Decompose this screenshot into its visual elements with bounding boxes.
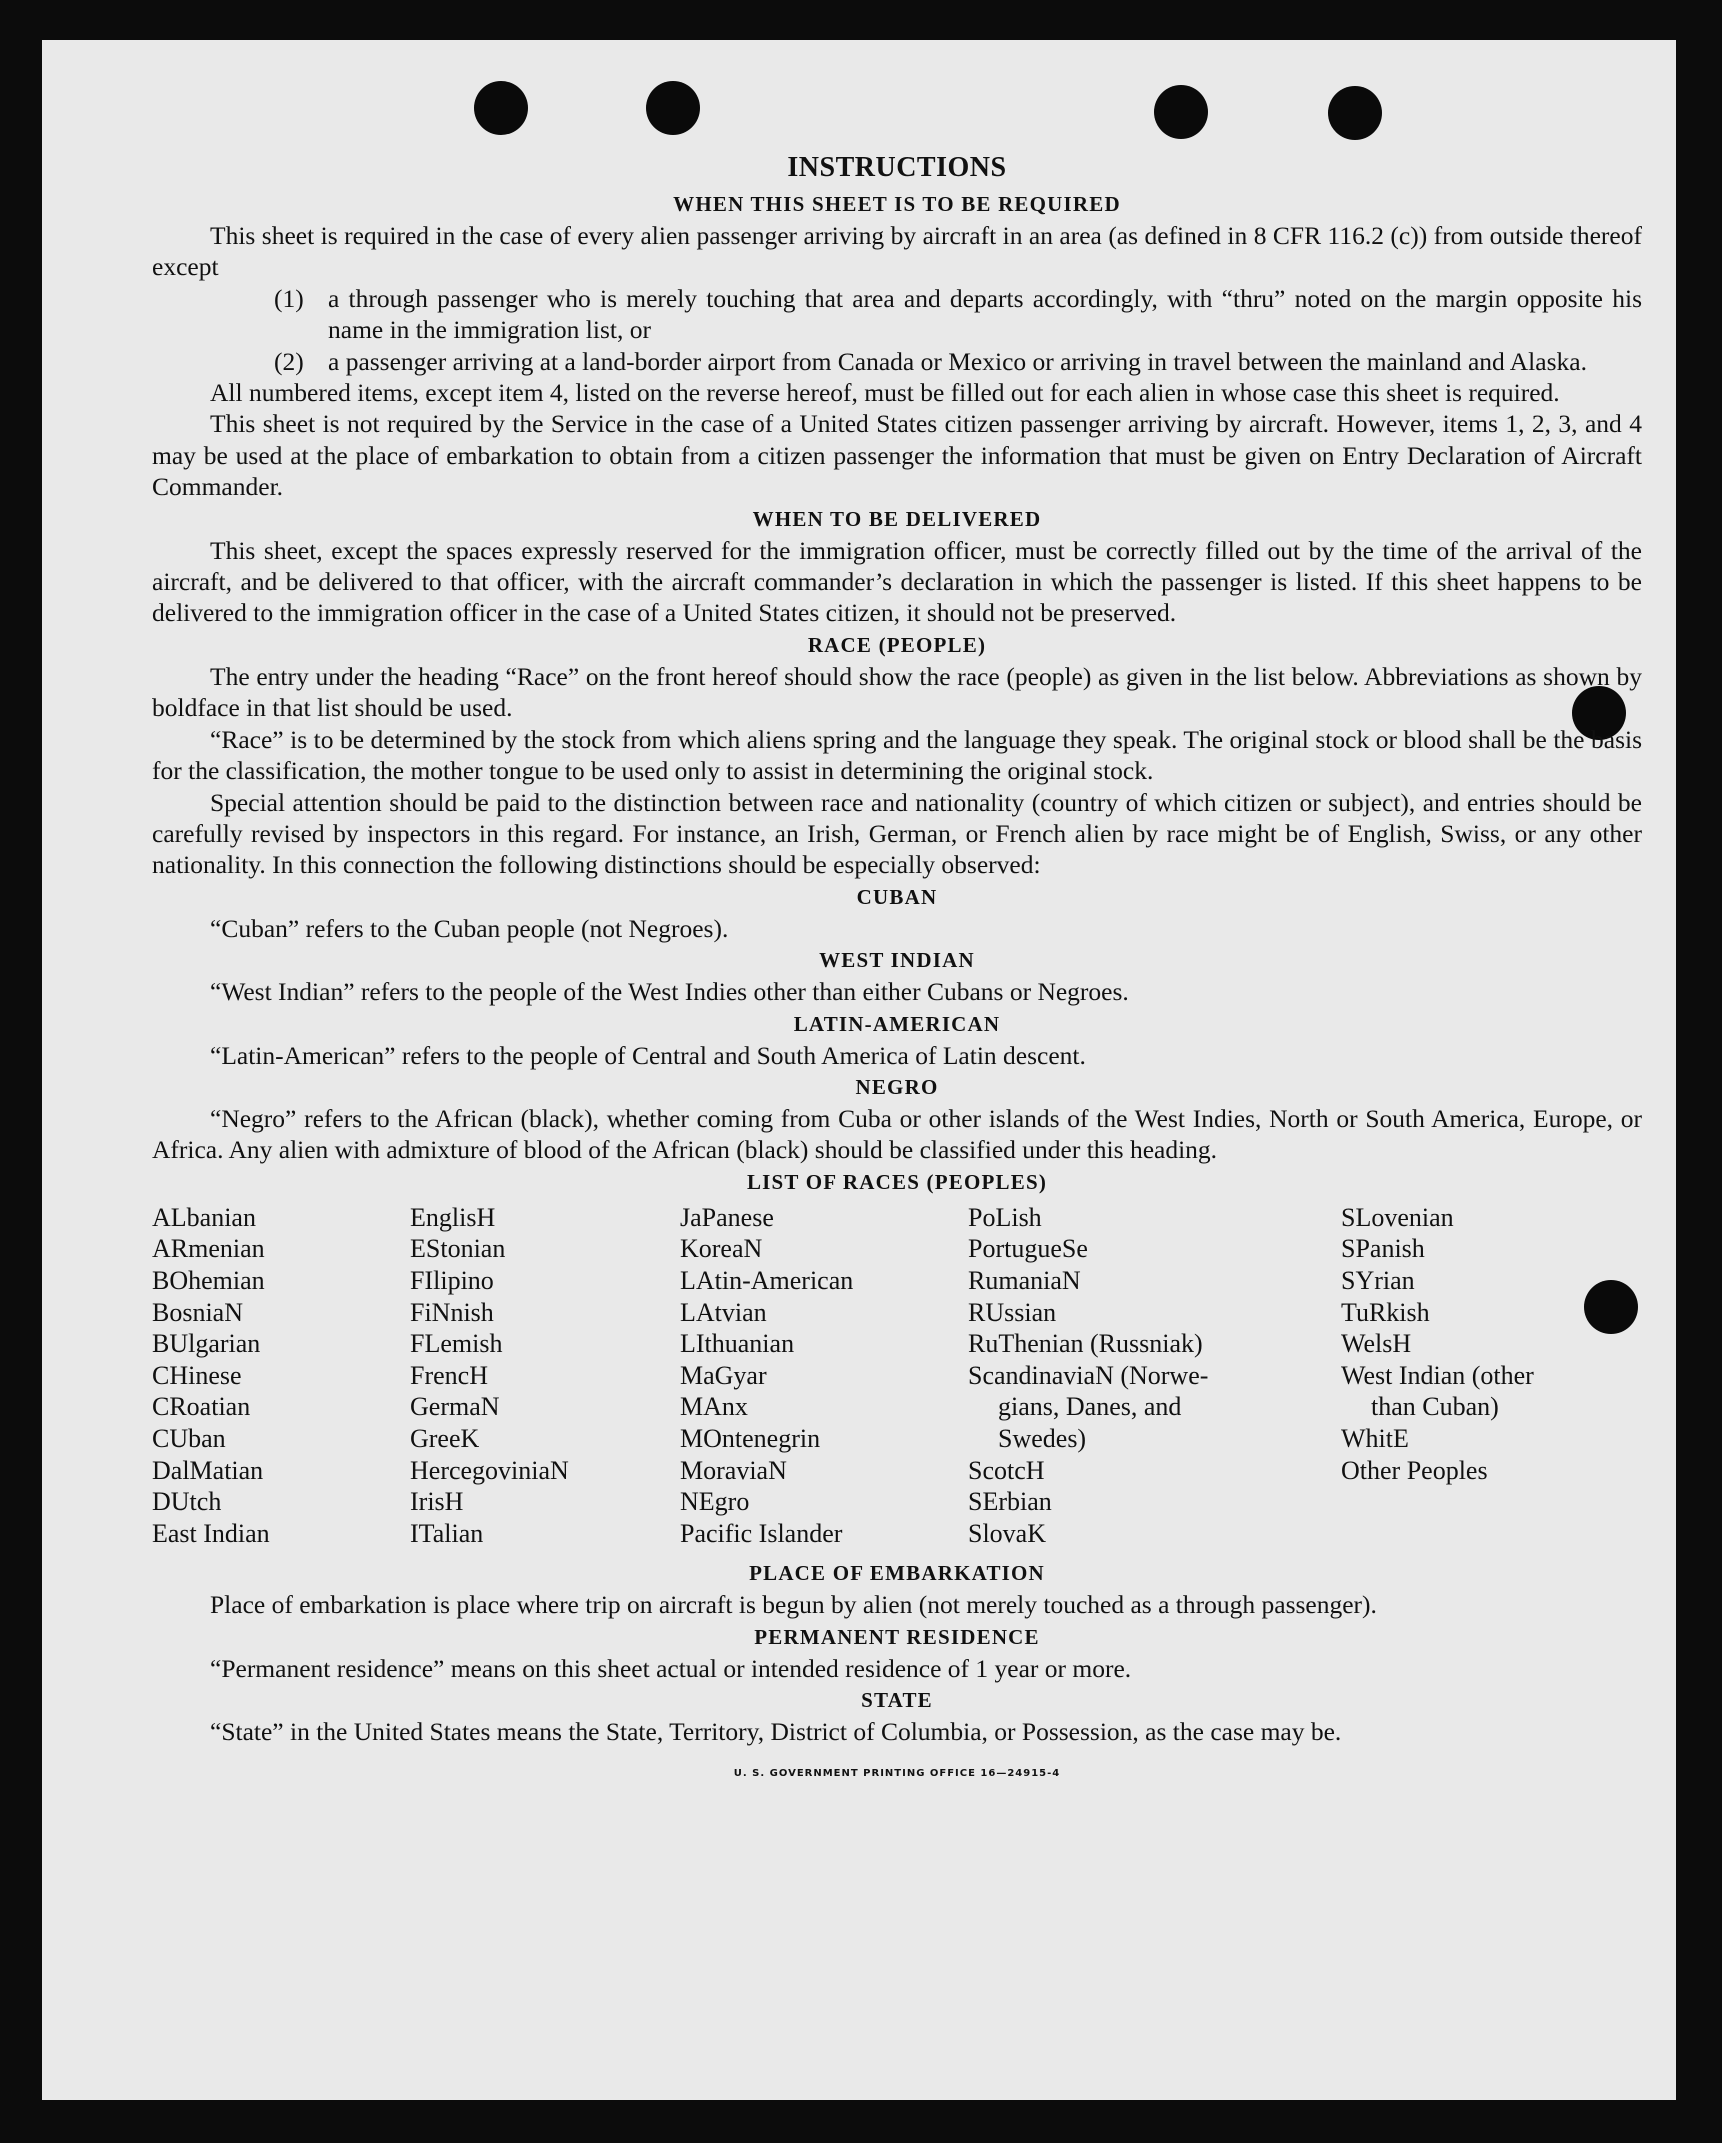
race-entry: EStonian xyxy=(410,1234,506,1264)
item-text: a through passenger who is merely touching that area and departs accordingly, with “thru” noted on the margin opposite his name in the immigration list, or xyxy=(328,283,1642,345)
item-text: a passenger arriving at a land-border airport from Canada or Mexico or arriving in travel between the mainland and Alaska. xyxy=(328,346,1587,376)
punch-hole xyxy=(646,81,700,135)
list-item xyxy=(274,283,1642,346)
instructions-content xyxy=(152,148,1642,1789)
punch-hole xyxy=(474,81,528,135)
paragraph: “Cuban” refers to the Cuban people (not Negroes). xyxy=(210,913,729,943)
race-entry: BUlgarian xyxy=(152,1329,261,1359)
section-heading: CUBAN xyxy=(856,884,938,909)
race-entry: NEgro xyxy=(680,1487,750,1517)
race-entry: FiNnish xyxy=(410,1297,494,1327)
paragraph: “Race” is to be determined by the stock from which aliens spring and the language they speak. The original stock or blood shall be the basis for the classification, the mother tongue to be used only to assist in determining the original stock. xyxy=(152,724,1642,786)
race-entry: ALbanian xyxy=(152,1202,256,1232)
race-entry: MOntenegrin xyxy=(680,1423,821,1453)
paragraph: Place of embarkation is place where trip on aircraft is begun by alien (not merely touched as a through passenger). xyxy=(210,1590,1377,1620)
race-entry: EnglisH xyxy=(410,1202,496,1232)
race-entry: PortugueSe xyxy=(968,1234,1088,1264)
race-entry: TuRkish xyxy=(1341,1297,1430,1327)
race-entry: CRoatian xyxy=(152,1392,251,1422)
race-entry: RuThenian (Russniak) xyxy=(968,1329,1203,1359)
list-item xyxy=(274,346,1642,377)
race-entry: CUban xyxy=(152,1423,226,1453)
section-heading: STATE xyxy=(861,1688,933,1713)
race-entry: gians, Danes, and xyxy=(998,1392,1182,1422)
race-entry: CHinese xyxy=(152,1360,242,1390)
race-entry: ScotcH xyxy=(968,1455,1045,1485)
race-entry: ARmenian xyxy=(152,1234,265,1264)
race-column xyxy=(152,1202,410,1550)
printer-imprint: U. S. GOVERNMENT PRINTING OFFICE 16—24915-4 xyxy=(733,1767,1061,1779)
race-entry: RUssian xyxy=(968,1297,1057,1327)
race-entry: IrisH xyxy=(410,1487,464,1517)
paragraph: “Latin-American” refers to the people of Central and South America of Latin descent. xyxy=(210,1040,1086,1070)
race-column xyxy=(1341,1202,1601,1550)
section-heading: RACE (PEOPLE) xyxy=(807,632,987,657)
race-entry: FrencH xyxy=(410,1360,488,1390)
section-heading: NEGRO xyxy=(855,1074,939,1099)
race-entry: SLovenian xyxy=(1341,1202,1454,1232)
race-entry: KoreaN xyxy=(680,1234,763,1264)
race-entry: SErbian xyxy=(968,1487,1052,1517)
race-entry: FLemish xyxy=(410,1329,503,1359)
item-number: (2) xyxy=(274,346,304,376)
race-entry: LIthuanian xyxy=(680,1329,795,1359)
race-entry: HercegoviniaN xyxy=(410,1455,569,1485)
punch-hole xyxy=(1154,85,1208,139)
race-entry: ScandinaviaN (Norwe- xyxy=(968,1360,1209,1390)
paragraph: Special attention should be paid to the distinction between race and nationality (country of which citizen or subject), and entries should be carefully revised by inspectors in this regard. For instance, an Irish, German, or French alien by race might be of English, Swiss, or any other nationality. In this connection the following distinctions should be especially observed: xyxy=(152,787,1642,880)
paragraph: All numbered items, except item 4, listed on the reverse hereof, must be filled out for each alien in whose case this sheet is required. xyxy=(210,378,1560,408)
page-title: INSTRUCTIONS xyxy=(787,152,1007,183)
race-entry: MaGyar xyxy=(680,1360,767,1390)
race-entry: WelsH xyxy=(1341,1329,1412,1359)
race-entry: Other Peoples xyxy=(1341,1455,1488,1485)
race-column xyxy=(680,1202,968,1550)
race-entry: LAtin-American xyxy=(680,1265,854,1295)
punch-hole xyxy=(1328,86,1382,140)
race-column xyxy=(968,1202,1341,1550)
paragraph: “Permanent residence” means on this sheet actual or intended residence of 1 year or more. xyxy=(210,1653,1132,1683)
race-entry: SlovaK xyxy=(968,1518,1046,1548)
race-entry: FIlipino xyxy=(410,1265,494,1295)
race-entry: East Indian xyxy=(152,1518,270,1548)
section-heading: WHEN THIS SHEET IS TO BE REQUIRED xyxy=(673,192,1121,216)
race-entry: BosniaN xyxy=(152,1297,243,1327)
race-entry: DUtch xyxy=(152,1487,222,1517)
race-entry: SPanish xyxy=(1341,1234,1425,1264)
race-entry: JaPanese xyxy=(680,1202,774,1232)
race-entry: MoraviaN xyxy=(680,1455,787,1485)
race-entry: than Cuban) xyxy=(1371,1392,1499,1422)
section-heading: LATIN-AMERICAN xyxy=(793,1011,1001,1036)
race-entry: DalMatian xyxy=(152,1455,264,1485)
paragraph: This sheet is not required by the Service in the case of a United States citizen passenger arriving by aircraft. However, items 1, 2, 3, and 4 may be used at the place of embarkation to obtain from a citizen passenger the information that must be given on Entry Declaration of Aircraft Commander. xyxy=(152,409,1642,502)
section-heading: WHEN TO BE DELIVERED xyxy=(752,506,1042,531)
paragraph: The entry under the heading “Race” on the front hereof should show the race (people) as given in the list below. Abbreviations as shown by boldface in that list should be used. xyxy=(152,661,1642,723)
section-heading: LIST OF RACES (PEOPLES) xyxy=(746,1169,1048,1194)
race-entry: LAtvian xyxy=(680,1297,767,1327)
paragraph: “West Indian” refers to the people of the West Indies other than either Cubans or Negroes. xyxy=(210,977,1129,1007)
race-entry: WhitE xyxy=(1341,1423,1409,1453)
section-heading: PLACE OF EMBARKATION xyxy=(749,1561,1045,1586)
race-entry: ITalian xyxy=(410,1518,484,1548)
race-entry: GreeK xyxy=(410,1423,480,1453)
paragraph: “Negro” refers to the African (black), whether coming from Cuba or other islands of the West Indies, North or South America, Europe, or Africa. Any alien with admixture of blood of the African (black) should be classified under this heading. xyxy=(152,1103,1642,1165)
race-entry: Pacific Islander xyxy=(680,1518,843,1548)
race-entry: PoLish xyxy=(968,1202,1042,1232)
race-entry: SYrian xyxy=(1341,1265,1415,1295)
race-entry: West Indian (other xyxy=(1341,1360,1534,1390)
race-entry: GermaN xyxy=(410,1392,500,1422)
race-entry: RumaniaN xyxy=(968,1265,1081,1295)
section-heading: WEST INDIAN xyxy=(819,948,975,973)
race-entry: Swedes) xyxy=(998,1423,1087,1453)
document-page xyxy=(42,40,1676,2100)
paragraph: This sheet is required in the case of every alien passenger arriving by aircraft in an area (as defined in 8 CFR 116.2 (c)) from outside thereof except xyxy=(152,221,1642,282)
paragraph: This sheet, except the spaces expressly reserved for the immigration officer, must be correctly filled out by the time of the arrival of the aircraft, and be delivered to that officer, with the aircraft commander’s declaration in which the passenger is listed. If this sheet happens to be delivered to the immigration officer in the case of a United States citizen, it should not be preserved. xyxy=(152,535,1642,628)
section-heading: PERMANENT RESIDENCE xyxy=(754,1624,1040,1649)
race-list xyxy=(152,1202,1642,1550)
item-number: (1) xyxy=(274,283,304,313)
race-entry: MAnx xyxy=(680,1392,748,1422)
race-entry: BOhemian xyxy=(152,1265,265,1295)
race-column xyxy=(410,1202,680,1550)
paragraph: “State” in the United States means the State, Territory, District of Columbia, or Possession, as the case may be. xyxy=(210,1717,1342,1747)
